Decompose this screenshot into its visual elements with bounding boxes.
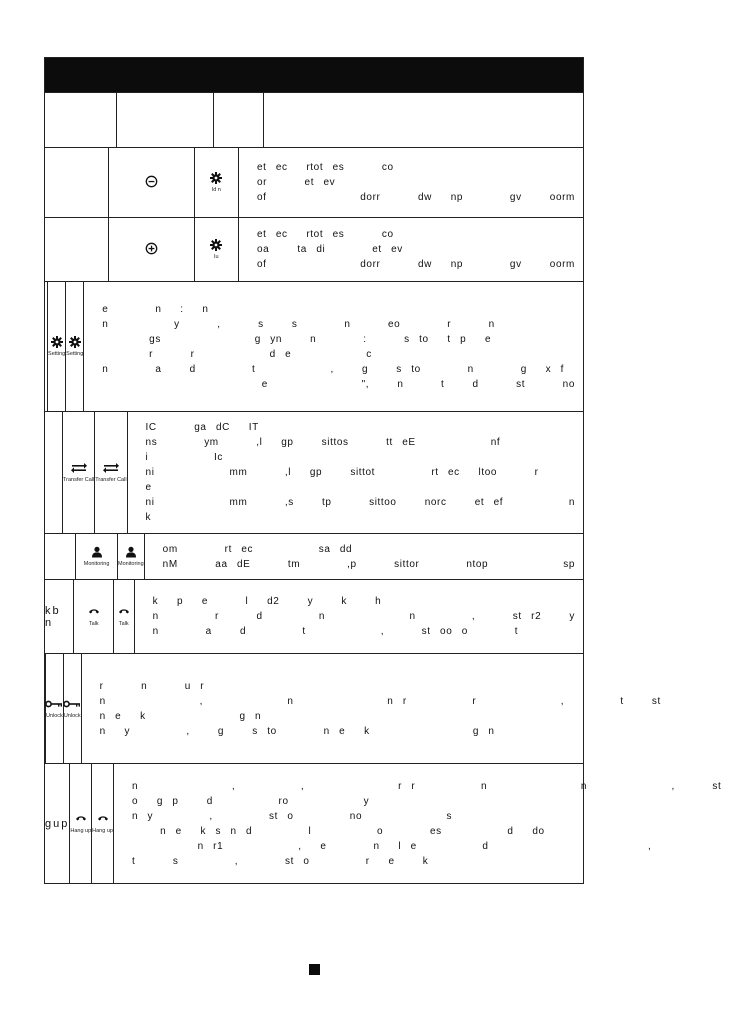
talk-icon[interactable] bbox=[117, 605, 131, 619]
plus-circle-icon[interactable] bbox=[144, 242, 158, 256]
description-line: t s , st o r e k bbox=[131, 855, 429, 867]
hangup-icon[interactable] bbox=[96, 812, 110, 826]
description-cell bbox=[84, 282, 583, 411]
header-col3 bbox=[214, 58, 264, 92]
outdoor-icon-cell bbox=[114, 580, 135, 653]
icon-caption: Monitoring bbox=[83, 561, 110, 567]
gear-icon[interactable] bbox=[68, 335, 82, 349]
table-row bbox=[45, 281, 583, 411]
icon-caption: Transfer Call bbox=[95, 477, 127, 483]
hangup-icon[interactable] bbox=[74, 812, 88, 826]
header-col1 bbox=[45, 58, 117, 92]
description-line: om rt ec sa dd bbox=[162, 543, 353, 555]
key-icon[interactable] bbox=[65, 697, 79, 711]
description-line: n e k g n bbox=[99, 710, 262, 722]
description-cell bbox=[82, 654, 669, 763]
subheader-cell bbox=[264, 93, 583, 147]
table-row bbox=[45, 763, 722, 883]
table-row bbox=[45, 217, 583, 281]
description-line: n r1 , e n l e d , bbox=[131, 840, 652, 852]
page-number-marker bbox=[309, 964, 320, 975]
outdoor-icon-cell bbox=[118, 534, 145, 579]
description-line: n , n n r r , t st bbox=[99, 695, 661, 707]
subheader-cell bbox=[117, 93, 214, 147]
description-line: or et ev bbox=[256, 177, 336, 188]
description-line: ns ym ,l gp sittos tt eE nf bbox=[145, 437, 501, 448]
icon-caption: Transfer Call bbox=[62, 477, 95, 483]
indoor-icon-cell bbox=[109, 148, 195, 217]
icon-caption: Iu bbox=[213, 254, 219, 260]
indoor-icon-cell bbox=[63, 412, 95, 533]
icon-caption: Talk bbox=[88, 621, 99, 627]
description-line: of dorr dw np gv oorm bbox=[256, 192, 575, 203]
transfer-call-icon[interactable] bbox=[104, 461, 118, 475]
outdoor-icon-cell bbox=[95, 412, 127, 533]
gear-icon[interactable] bbox=[209, 238, 223, 252]
description-line: oa ta di et ev bbox=[256, 244, 403, 255]
talk-icon[interactable] bbox=[87, 605, 101, 619]
description-line: e ", n t d st no bbox=[102, 378, 575, 390]
indoor-icon-cell bbox=[48, 282, 66, 411]
description-line: n y , st o no s bbox=[131, 810, 453, 822]
table-row bbox=[45, 579, 583, 653]
key-name-cell bbox=[45, 412, 63, 533]
description-line: of dorr dw np gv oorm bbox=[256, 259, 575, 270]
outdoor-icon-cell bbox=[66, 282, 84, 411]
icon-caption: Hang up bbox=[92, 828, 113, 834]
minus-circle-icon[interactable] bbox=[144, 175, 158, 189]
description-line: n a d t , g s to n g x f bbox=[102, 363, 565, 375]
gear-icon[interactable] bbox=[50, 335, 64, 349]
outdoor-icon-cell bbox=[92, 764, 114, 883]
description-line: n , , r r n n , st bbox=[131, 780, 722, 792]
function-table bbox=[44, 57, 722, 884]
outdoor-icon-cell bbox=[64, 654, 82, 763]
key-name-cell: gup bbox=[45, 764, 70, 883]
subheader-cell bbox=[45, 93, 117, 147]
table-row bbox=[45, 147, 583, 217]
icon-caption: Setting bbox=[66, 351, 84, 357]
description-line: ni mm ,s tp sittoo norc et ef n bbox=[145, 497, 575, 508]
monitoring-icon[interactable] bbox=[90, 545, 104, 559]
outdoor-icon-cell bbox=[195, 148, 239, 217]
key-name-cell bbox=[45, 148, 109, 217]
description-line: et ec rtot es co bbox=[256, 162, 394, 173]
description-line: i Ic bbox=[145, 452, 223, 463]
description-line: IC ga dC IT bbox=[145, 422, 259, 433]
description-line: ni mm ,l gp sittot rt ec ltoo r bbox=[145, 467, 539, 478]
description-line: e n : n bbox=[102, 303, 209, 315]
description-line: n r d n n , st r2 y bbox=[152, 611, 575, 622]
description-cell bbox=[239, 148, 583, 217]
description-line: gs g yn n : s to t p e bbox=[102, 333, 492, 345]
transfer-call-icon[interactable] bbox=[72, 461, 86, 475]
key-name-cell: kb n bbox=[45, 580, 74, 653]
icon-caption: Monitoring bbox=[117, 561, 144, 567]
header-col2 bbox=[117, 58, 214, 92]
table-row bbox=[45, 653, 661, 763]
indoor-icon-cell bbox=[109, 218, 195, 281]
icon-caption: Hang up bbox=[70, 828, 92, 834]
icon-caption: Id n bbox=[211, 187, 221, 193]
icon-caption: Unlock bbox=[46, 713, 63, 719]
description-line: n y , g s to n e k g n bbox=[99, 725, 495, 737]
key-name-cell bbox=[45, 218, 109, 281]
header-col4 bbox=[264, 58, 583, 92]
subheader-row bbox=[45, 92, 583, 147]
description-line: o g p d ro y bbox=[131, 795, 370, 807]
indoor-icon-cell bbox=[46, 654, 64, 763]
key-icon[interactable] bbox=[47, 697, 61, 711]
gear-icon[interactable] bbox=[209, 171, 223, 185]
description-cell bbox=[239, 218, 583, 281]
description-line: r n u r bbox=[99, 680, 205, 692]
icon-caption: Talk bbox=[118, 621, 129, 627]
indoor-icon-cell bbox=[76, 534, 118, 579]
table-row bbox=[45, 533, 583, 579]
indoor-icon-cell bbox=[74, 580, 114, 653]
outdoor-icon-cell bbox=[195, 218, 239, 281]
description-line: r r d e c bbox=[102, 348, 372, 360]
description-line: nM aa dE tm ,p sittor ntop sp bbox=[162, 558, 575, 570]
description-cell bbox=[114, 764, 729, 883]
indoor-icon-cell bbox=[70, 764, 92, 883]
description-line: et ec rtot es co bbox=[256, 229, 394, 240]
description-line: k p e l d2 y k h bbox=[152, 596, 382, 607]
description-cell bbox=[128, 412, 583, 533]
description-line: e bbox=[145, 482, 152, 493]
table-header bbox=[45, 58, 583, 92]
table-row bbox=[45, 411, 583, 533]
icon-caption: Setting bbox=[48, 351, 66, 357]
monitoring-icon[interactable] bbox=[124, 545, 138, 559]
description-cell bbox=[135, 580, 583, 653]
subheader-cell bbox=[214, 93, 264, 147]
description-line: k bbox=[145, 512, 152, 523]
icon-caption: Unlock bbox=[63, 713, 81, 719]
description-cell bbox=[145, 534, 583, 579]
description-line: n e k s n d l o es d do bbox=[131, 825, 545, 837]
key-name-cell bbox=[45, 534, 76, 579]
description-line: n a d t , st oo o t bbox=[152, 626, 519, 637]
description-line: n y , s s n eo r n bbox=[102, 318, 495, 330]
